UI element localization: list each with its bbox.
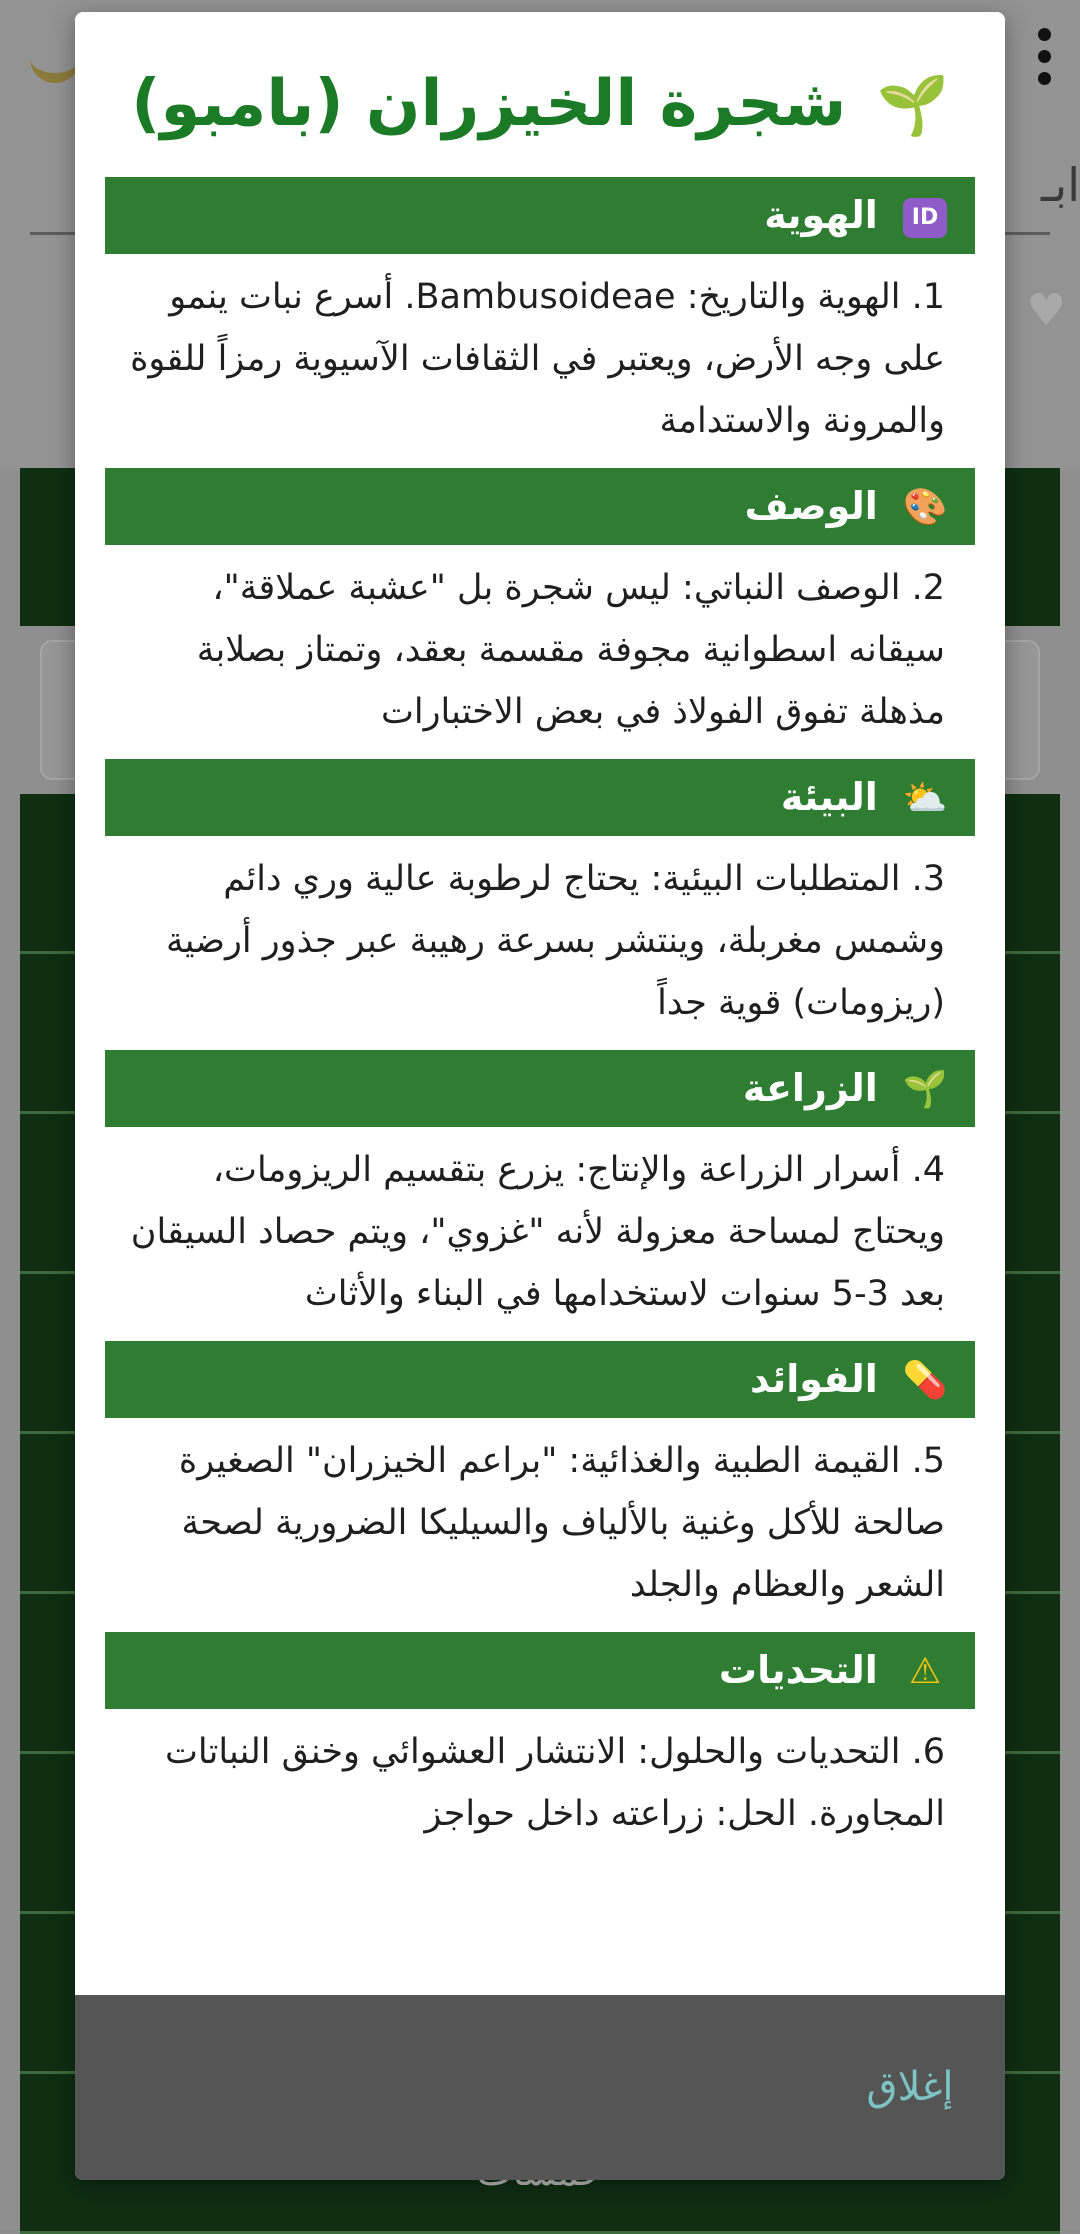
dialog-title (75, 54, 1005, 154)
warning-icon: ⚠ (908, 1651, 942, 1692)
section-title: التحديات (718, 1648, 878, 1692)
pill-icon: 💊 (902, 1360, 948, 1401)
close-button[interactable]: إغلاق (866, 2064, 954, 2110)
section-title: البيئة (780, 775, 878, 819)
section-header-cultivation (105, 1050, 975, 1127)
background-search-text: ابـ (1040, 158, 1080, 212)
dialog-content[interactable] (105, 177, 975, 1861)
plant-info-dialog (75, 12, 1005, 2180)
section-header-description (105, 468, 975, 545)
section-body-identity: 1. الهوية والتاريخ: Bambusoideae. أسرع نبات ينمو على وجه الأرض، ويعتبر في الثقافات الآسيوية رمزاً للقوة والمرونة والاستدامة (130, 277, 945, 441)
dialog-title-text: شجرة الخيزران (بامبو) (131, 67, 847, 141)
section-body-description: 2. الوصف النباتي: ليس شجرة بل "عشبة عملاقة"، سيقانه اسطوانية مجوفة مقسمة بعقد، وتمتاز بصلابة مذهلة تفوق الفولاذ في بعض الاختبارات (196, 568, 945, 732)
sun-cloud-icon: ⛅ (902, 778, 948, 819)
section-title: الفوائد (750, 1357, 878, 1401)
section-body-environment: 3. المتطلبات البيئية: يحتاج لرطوبة عالية وري دائم وشمس مغربلة، وينتشر بسرعة رهيبة عبر جذور أرضية (ريزومات) قوية جداً (165, 859, 945, 1023)
heart-icon: ♥ (1026, 285, 1066, 336)
section-body-cultivation: 4. أسرار الزراعة والإنتاج: يزرع بتقسيم الريزومات، ويحتاج لمساحة معزولة لأنه "غزوي"، ويتم حصاد السيقان بعد 3-5 سنوات لاستخدامها في البناء والأثاث (130, 1150, 945, 1314)
section-title: الزراعة (742, 1066, 878, 1110)
section-header-identity (105, 177, 975, 254)
id-badge-icon: ID (901, 178, 949, 255)
section-header-environment (105, 759, 975, 836)
seedling-icon: 🌱 (876, 71, 949, 139)
app-logo (30, 55, 80, 83)
overflow-menu-icon (1036, 28, 1052, 88)
section-header-benefits (105, 1341, 975, 1418)
section-body-challenges: 6. التحديات والحلول: الانتشار العشوائي وخنق النباتات المجاورة. الحل: زراعته داخل حواجز (164, 1732, 945, 1834)
section-header-challenges (105, 1632, 975, 1709)
section-title: الهوية (764, 193, 878, 237)
section-title: الوصف (744, 484, 878, 528)
seedling-icon: 🌱 (902, 1069, 948, 1110)
section-body-benefits: 5. القيمة الطبية والغذائية: "براعم الخيزران" الصغيرة صالحة للأكل وغنية بالألياف والسيليكا الضرورية لصحة الشعر والعظام والجلد (178, 1441, 945, 1605)
dialog-action-bar (75, 1995, 1005, 2180)
palette-icon: 🎨 (902, 487, 948, 528)
